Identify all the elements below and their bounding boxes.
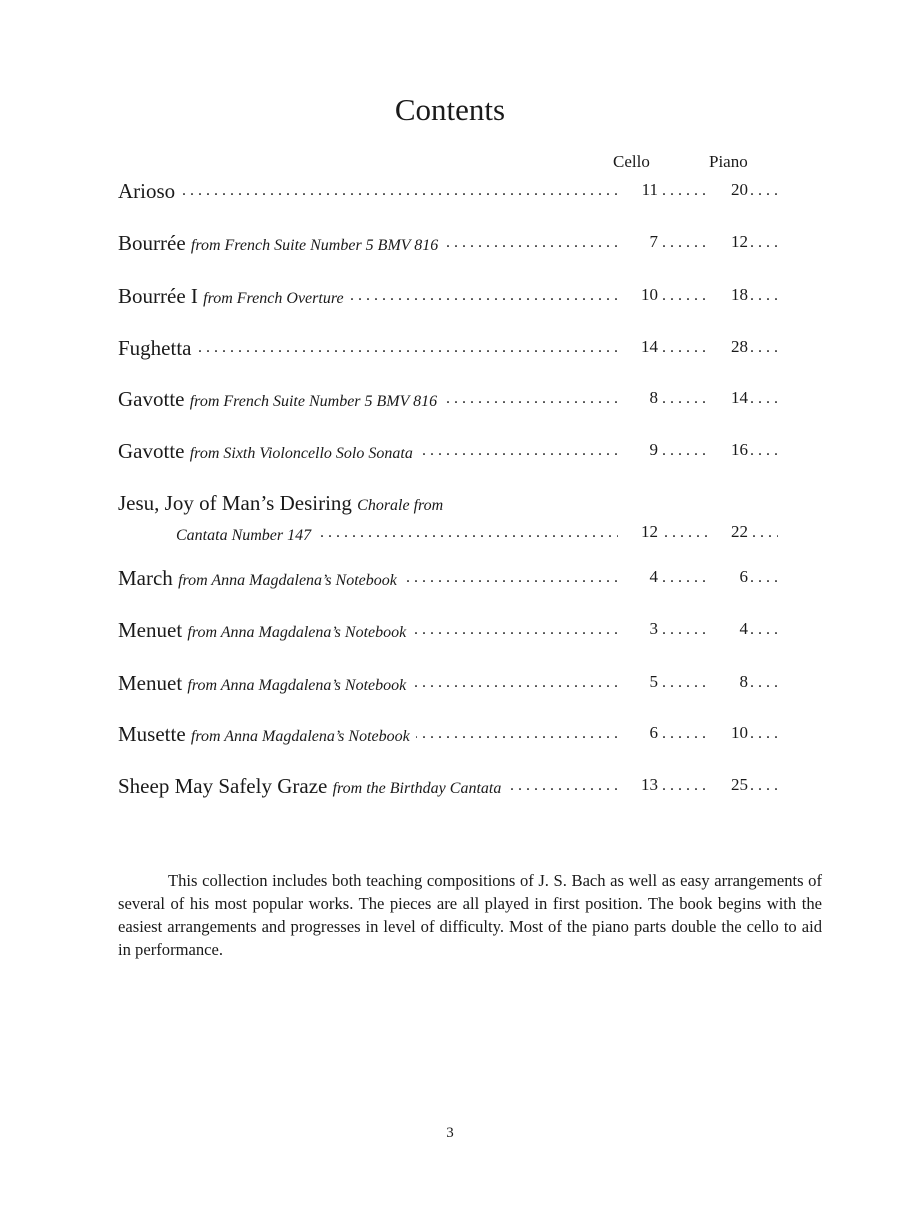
entry-title: Menuet: [118, 671, 183, 695]
toc-entry[interactable]: [118, 615, 778, 645]
piano-page: 12: [708, 232, 748, 252]
entry-title: Menuet: [118, 618, 183, 642]
cello-page: 4: [618, 567, 660, 587]
cello-page: 5: [618, 672, 660, 692]
cello-page: 10: [618, 285, 660, 305]
entry-title: Musette: [118, 722, 186, 746]
page-number: 3: [446, 1125, 454, 1141]
piano-page: 20: [708, 180, 748, 200]
cello-page: 8: [618, 388, 660, 408]
cello-column-header: Cello: [613, 152, 650, 171]
piano-page: 10: [708, 723, 748, 743]
cello-page: 9: [618, 440, 660, 460]
piano-page: 25: [708, 775, 748, 795]
cello-page: 13: [618, 775, 660, 795]
entry-subtitle: Chorale from: [357, 497, 444, 514]
entry-subtitle: from Sixth Violoncello Solo Sonata: [189, 445, 413, 462]
cello-page: 12: [618, 522, 660, 542]
cello-page: 7: [618, 232, 660, 252]
piano-page: 28: [708, 337, 748, 357]
cello-page: 14: [618, 337, 660, 357]
entry-subtitle: from Anna Magdalena’s Notebook: [190, 728, 410, 745]
entry-subtitle: from French Suite Number 5 BMV 816: [189, 393, 438, 410]
entry-subtitle-continued: Cantata Number 147: [176, 527, 312, 544]
cello-page: 6: [618, 723, 660, 743]
piano-page: 18: [708, 285, 748, 305]
piano-page: 6: [708, 567, 748, 587]
entry-subtitle: from Anna Magdalena’s Notebook: [178, 572, 397, 589]
piano-page: 22: [708, 522, 748, 542]
dot-leader: [118, 333, 778, 363]
entry-title: Arioso: [118, 179, 176, 203]
entry-subtitle: from Anna Magdalena’s Notebook: [187, 624, 407, 641]
toc-entry[interactable]: [118, 176, 778, 206]
toc-entry[interactable]: [118, 384, 778, 414]
page-title: Contents: [394, 92, 506, 127]
piano-page: 16: [708, 440, 748, 460]
piano-page: 4: [708, 619, 748, 639]
toc-entry[interactable]: [118, 488, 778, 546]
cello-page: 3: [618, 619, 660, 639]
piano-page: 8: [708, 672, 748, 692]
entry-title: March: [118, 566, 173, 590]
toc-entry[interactable]: [118, 719, 778, 749]
toc-entry[interactable]: [118, 281, 778, 311]
entry-subtitle: from the Birthday Cantata: [332, 780, 502, 797]
intro-paragraph: This collection includes both teaching compositions of J. S. Bach as well as easy arrangements of several of his most popular works. The pieces are all played in first position. The book begins with the easiest arrangements and progresses in level of difficulty. Most of the piano parts double the cello to aid in performance.: [118, 871, 822, 959]
entry-title: Sheep May Safely Graze: [118, 774, 328, 798]
toc-entry[interactable]: [118, 333, 778, 363]
entry-title: Fughetta: [118, 336, 192, 360]
entry-title: Gavotte: [118, 387, 185, 411]
toc-entry[interactable]: [118, 563, 778, 593]
toc-entry[interactable]: [118, 436, 778, 466]
entry-title: Jesu, Joy of Man’s Desiring: [118, 491, 352, 515]
toc-entry[interactable]: [118, 228, 778, 258]
cello-page: 11: [618, 180, 660, 200]
entry-subtitle: from French Suite Number 5 BMV 816: [190, 237, 439, 254]
entry-title: Gavotte: [118, 439, 185, 463]
piano-column-header: Piano: [709, 152, 748, 171]
entry-subtitle: from French Overture: [203, 290, 344, 307]
toc-entry[interactable]: [118, 771, 778, 801]
toc-entry[interactable]: [118, 668, 778, 698]
dot-leader: [118, 176, 778, 206]
piano-page: 14: [708, 388, 748, 408]
entry-title: Bourrée I: [118, 284, 198, 308]
entry-title: Bourrée: [118, 231, 186, 255]
entry-subtitle: from Anna Magdalena’s Notebook: [187, 677, 407, 694]
